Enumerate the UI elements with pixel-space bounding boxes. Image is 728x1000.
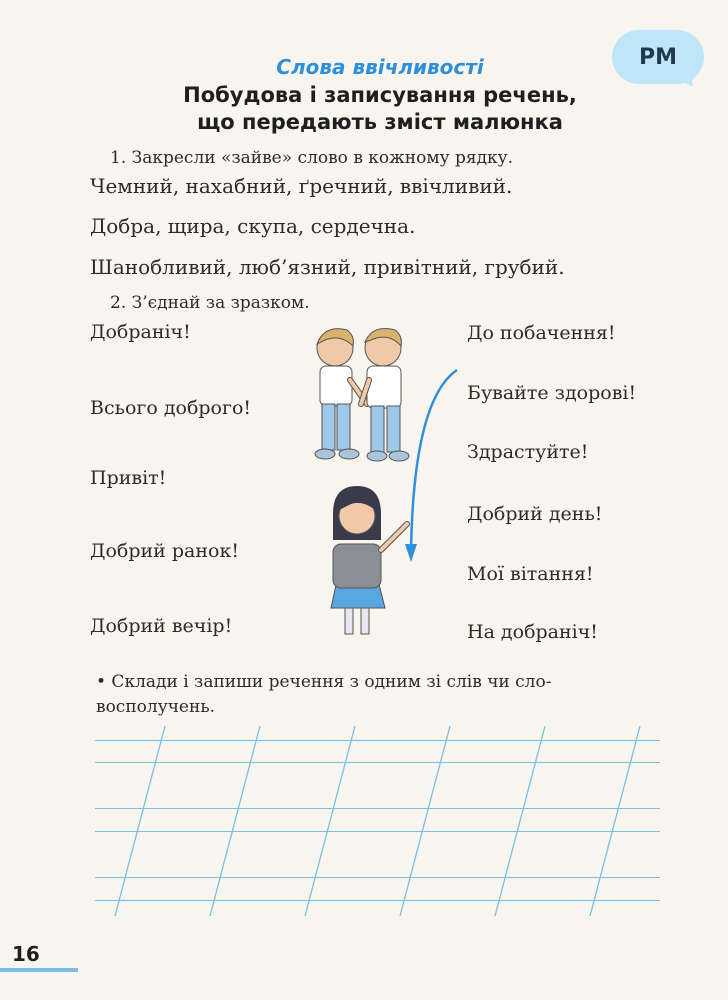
greeting-left[interactable]: Добрий ранок! [90,540,239,562]
greeting-right[interactable]: Мої вітання! [467,563,594,585]
task1-row[interactable]: Шанобливий, люб’язний, привітний, грубий. [90,255,565,279]
greeting-right[interactable]: Бувайте здорові! [467,382,637,404]
girl-figure [331,486,407,634]
task2-instruction: 2. З’єднай за зразком. [110,293,310,313]
greeting-right[interactable]: До побачення! [467,322,616,344]
example-arrow [405,370,457,562]
page-number-bar [0,968,78,972]
greeting-left[interactable]: Добраніч! [90,321,191,343]
task3-instruction-line1: • Склади і запиши речення з одним зі слів чи сло- [96,672,552,692]
greeting-right[interactable]: Здрастуйте! [467,441,589,463]
task1-instruction: 1. Закресли «зайве» слово в кожному рядку. [110,148,514,168]
boy-right-figure [361,329,409,462]
greeting-left[interactable]: Добрий вечір! [90,615,233,637]
section-title: Слова ввічливості [276,55,484,79]
greeting-left[interactable]: Всього доброго! [90,397,252,419]
task3-instruction-line2: восполучень. [96,697,215,717]
page-heading-line2: що передають зміст малюнка [197,110,563,134]
page-heading-line1: Побудова і записування речень, [183,83,577,107]
greeting-right[interactable]: На добраніч! [467,621,598,643]
page-number: 16 [12,942,40,966]
task1-row[interactable]: Чемний, нахабний, ґречний, ввічливий. [90,174,513,198]
boy-left-figure [315,329,367,459]
greeting-left[interactable]: Привіт! [90,467,167,489]
slant-guides [95,726,660,916]
section-badge: РМ [612,30,704,84]
greeting-right[interactable]: Добрий день! [467,503,603,525]
task1-row[interactable]: Добра, щира, скупа, сердечна. [90,214,416,238]
children-illustration [295,318,465,648]
